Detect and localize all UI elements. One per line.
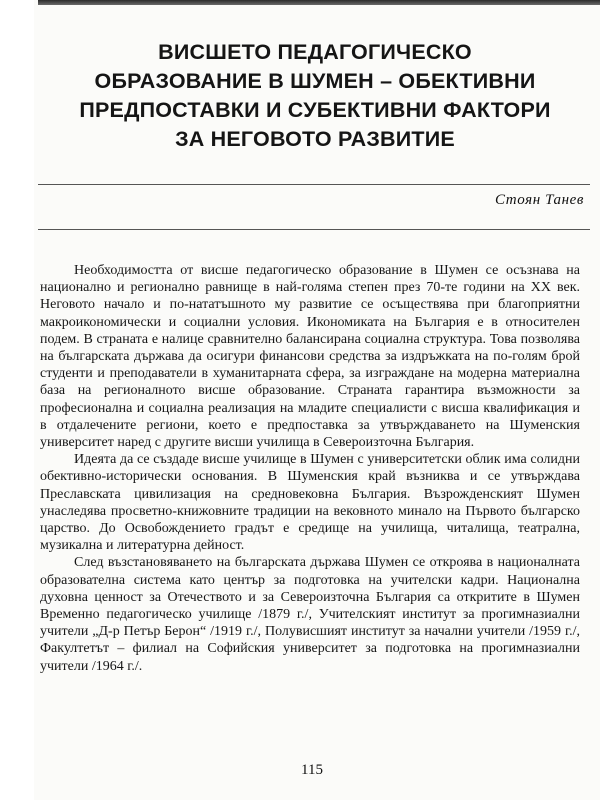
title-line: ОБРАЗОВАНИЕ В ШУМЕН – ОБЕКТИВНИ [94,69,536,93]
scan-margin [0,0,34,800]
article-title [40,38,590,154]
page-number: 115 [301,762,323,778]
divider-bottom [38,229,590,230]
article-body [40,262,580,675]
paragraph: След възстановяването на българската държава Шумен се откроява в националната образователна система като център за подготовка на учителски кадри. Национална духовна ценност за Отечеството и за Североизточна България са откритите в Шумен Временно педагогическо училище /1879 г./, Учителският институт за прогимназиални учители „Д-р Петър Берон“ /1919 г./, Полувисшият институт за начални учители /1959 г./, Факултетът – филиал на Софийския университет за подготовка на прогимназиални учители /1964 г./. [40,555,580,674]
title-line: ВИСШЕТО ПЕДАГОГИЧЕСКО [158,40,472,64]
title-line: ЗА НЕГОВОТО РАЗВИТИЕ [175,127,455,151]
paragraph: Идеята да се създаде висше училище в Шумен с университетски облик има солидни обективно-исторически основания. В Шуменския край възниква и се утвърждава Преславската цивилизация на средновековна България. Възрожденският Шумен унаследява просветно-книжовните традиции на вековното минало на Първото българско царство. До Освобождението градът е средище на училища, читалища, театрална, музикална и литературна дейност. [40,452,580,554]
paragraph: Необходимостта от висше педагогическо образование в Шумен се осъзнава на национално и регионално равнище в най-голяма степен през 70-те години на XX век. Неговото начало и по-нататъшното му развитие се осъществява при благоприятни макроикономически и социални условия. Икономиката на България е в относителен подем. В страната е налице сравнително балансирана социална структура. Това позволява на българската държава да осигури финансови средства за издръжката на по-голям брой студенти и преподаватели в хуманитарната сфера, за изграждане на модерна материална база на регионалното висше образование. Страната гарантира възможности за професионална и социална реализация на младите специалисти с висша квалификация и в отдалечените региони, което е предпоставка за утвърждаването на Шуменския университет наред с другите висши училища в Североизточна България. [40,263,580,451]
title-line: ПРЕДПОСТАВКИ И СУБЕКТИВНИ ФАКТОРИ [79,98,551,122]
divider-top [38,184,590,185]
scan-top-edge [38,0,600,5]
author-name: Стоян Танев [494,192,584,208]
